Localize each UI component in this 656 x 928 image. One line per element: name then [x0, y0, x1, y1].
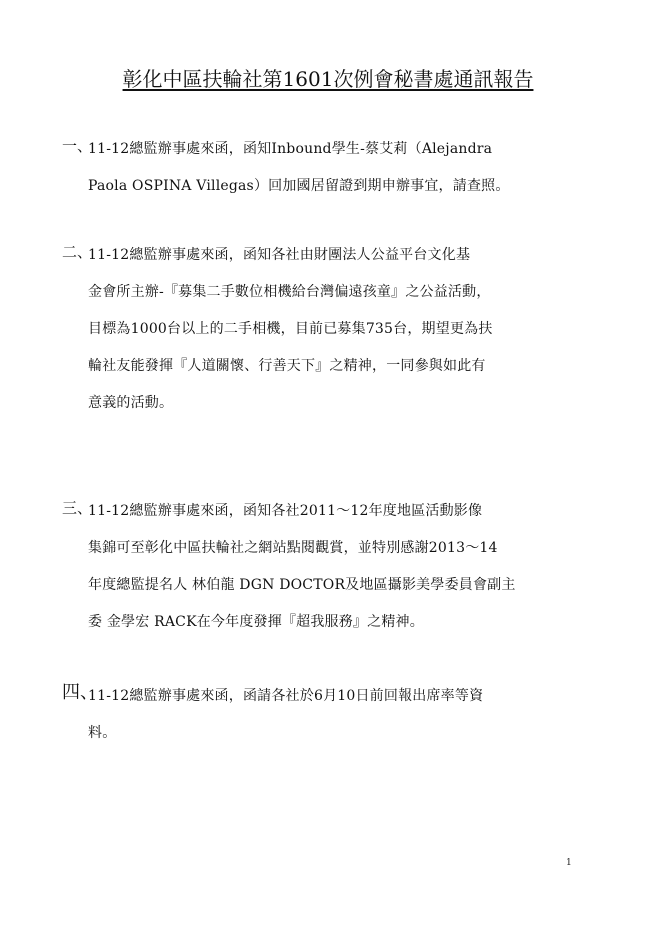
item-line: 11-12總監辦事處來函，函知各社2011～12年度地區活動影像 — [88, 503, 483, 519]
item-line: 11-12總監辦事處來函，函知各社由財團法人公益平台文化基 — [88, 247, 471, 263]
item-line: 目標為1000台以上的二手相機，目前已募集735台，期望更為扶 — [88, 321, 493, 337]
item-line: 11-12總監辦事處來函，函請各社於6月10日前回報出席率等資 — [88, 688, 484, 704]
page-number: 1 — [566, 858, 572, 868]
item-number: 一、 — [62, 137, 93, 155]
item-number: 三、 — [62, 499, 93, 517]
page-title: 彰化中區扶輪社第1601次例會秘書處通訊報告 — [122, 67, 534, 91]
item-number: 四、 — [62, 682, 98, 703]
item-line: Paola OSPINA Villegas）回加國居留證到期申辦事宜，請查照。 — [88, 178, 510, 194]
item-line: 意義的活動。 — [88, 395, 174, 411]
item-line: 金會所主辦-『募集二手數位相機給台灣偏遠孩童』之公益活動， — [88, 284, 491, 300]
item-line: 11-12總監辦事處來函，函知Inbound學生-蔡艾莉（Alejandra — [88, 141, 493, 157]
item-line: 委 金學宏 RACK在今年度發揮『超我服務』之精神。 — [88, 614, 424, 630]
item-number: 二、 — [62, 243, 93, 261]
item-line: 料。 — [88, 725, 117, 741]
item-line: 集錦可至彰化中區扶輪社之網站點閱觀賞，並特別感謝2013～14 — [88, 540, 498, 556]
item-line: 年度總監提名人 林伯龍 DGN DOCTOR及地區攝影美學委員會副主 — [88, 577, 516, 593]
item-line: 輪社友能發揮『人道關懷、行善天下』之精神，一同參與如此有 — [88, 358, 486, 374]
